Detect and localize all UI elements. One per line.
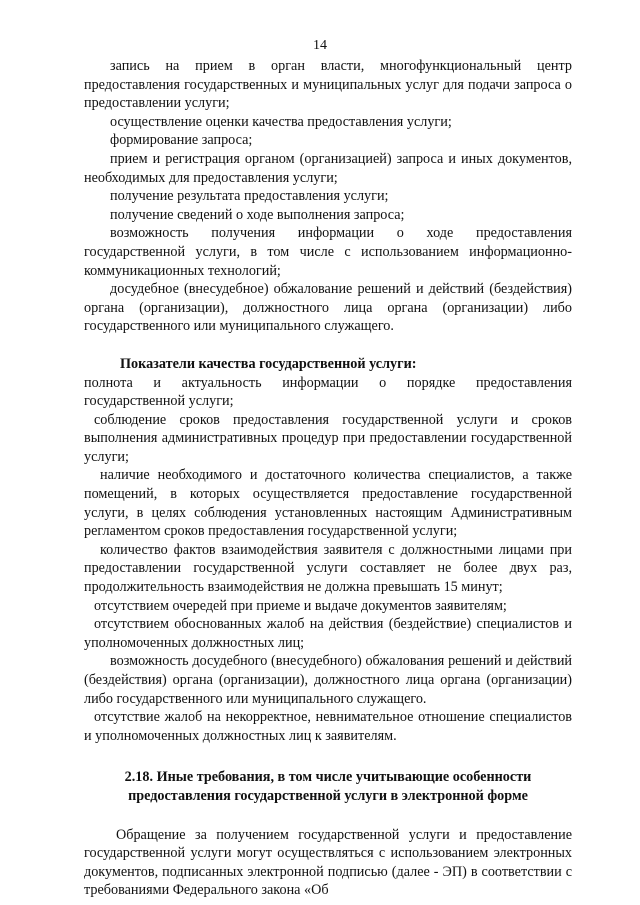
paragraph-appeal: досудебное (внесудебное) обжалование решений и действий (бездействия) органа (организации), должностного лица органа (организации) либо государственного или муниципального служащего. [84,281,572,335]
quality-item-deadlines: соблюдение сроков предоставления государственной услуги и сроков выполнения административных процедур при предоставлении государственной услуги; [84,411,572,465]
paragraph-appointment: запись на прием в орган власти, многофункциональный центр предоставления государственных и муниципальных услуг для подачи запроса о предоставлении услуги; [84,58,572,112]
quality-item-no-rude-complaints: отсутствие жалоб на некорректное, невнимательное отношение специалистов и уполномоченных должностных лиц к заявителям. [84,709,572,744]
section-heading-line2: предоставления государственной услуги в электронной форме [128,787,528,804]
document-body [84,57,572,900]
quality-indicators-heading: Показатели качества государственной услуги: [120,355,417,372]
section-heading-line1: 2.18. Иные требования, в том числе учитывающие особенности [124,769,532,786]
paragraph-request-forming: формирование запроса; [110,132,253,149]
paragraph-quality-assessment: осуществление оценки качества предоставления услуги; [110,113,452,130]
paragraph-request-registration: прием и регистрация органом (организацией) запроса и иных документов, необходимых для предоставления услуги; [84,150,572,186]
quality-item-no-complaints: отсутствием обоснованных жалоб на действия (бездействие) специалистов и уполномоченных должностных лиц; [84,616,572,651]
paragraph-status-info: получение сведений о ходе выполнения запроса; [110,206,405,223]
quality-item-interactions: количество фактов взаимодействия заявителя с должностными лицами при предоставлении государственной услуги составляет не более двух раз, продолжительность взаимодействия не должна превышать 15 минут; [84,541,572,596]
paragraph-result-receiving: получение результата предоставления услуги; [110,188,389,205]
quality-item-staff: наличие необходимого и достаточного количества специалистов, а также помещений, в которых осуществляется предоставление государственной услуги, в целях соблюдения установленных настоящим Административным регламентом сроков предоставления государственной услуги; [84,467,572,540]
paragraph-electronic-form: Обращение за получением государственной услуги и предоставление государственной услуги могут осуществляться с использованием электронных документов, подписанных электронной подписью (далее - ЭП) в соответствии с требованиями Федерального закона «Об [84,826,572,899]
page-number: 14 [313,38,327,53]
quality-item-no-queues: отсутствием очередей при приеме и выдаче документов заявителям; [94,597,507,614]
quality-item-appeal: возможность досудебного (внесудебного) обжалования решений и действий (бездействия) органа (организации), должностного лица органа (организации) либо государственного или муниципального служащего. [84,653,572,707]
quality-item-completeness: полнота и актуальность информации о порядке предоставления государственной услуги; [84,374,572,410]
paragraph-information-access: возможность получения информации о ходе предоставления государственной услуги, в том числе с использованием информационно-коммуникационных технологий; [84,225,572,279]
